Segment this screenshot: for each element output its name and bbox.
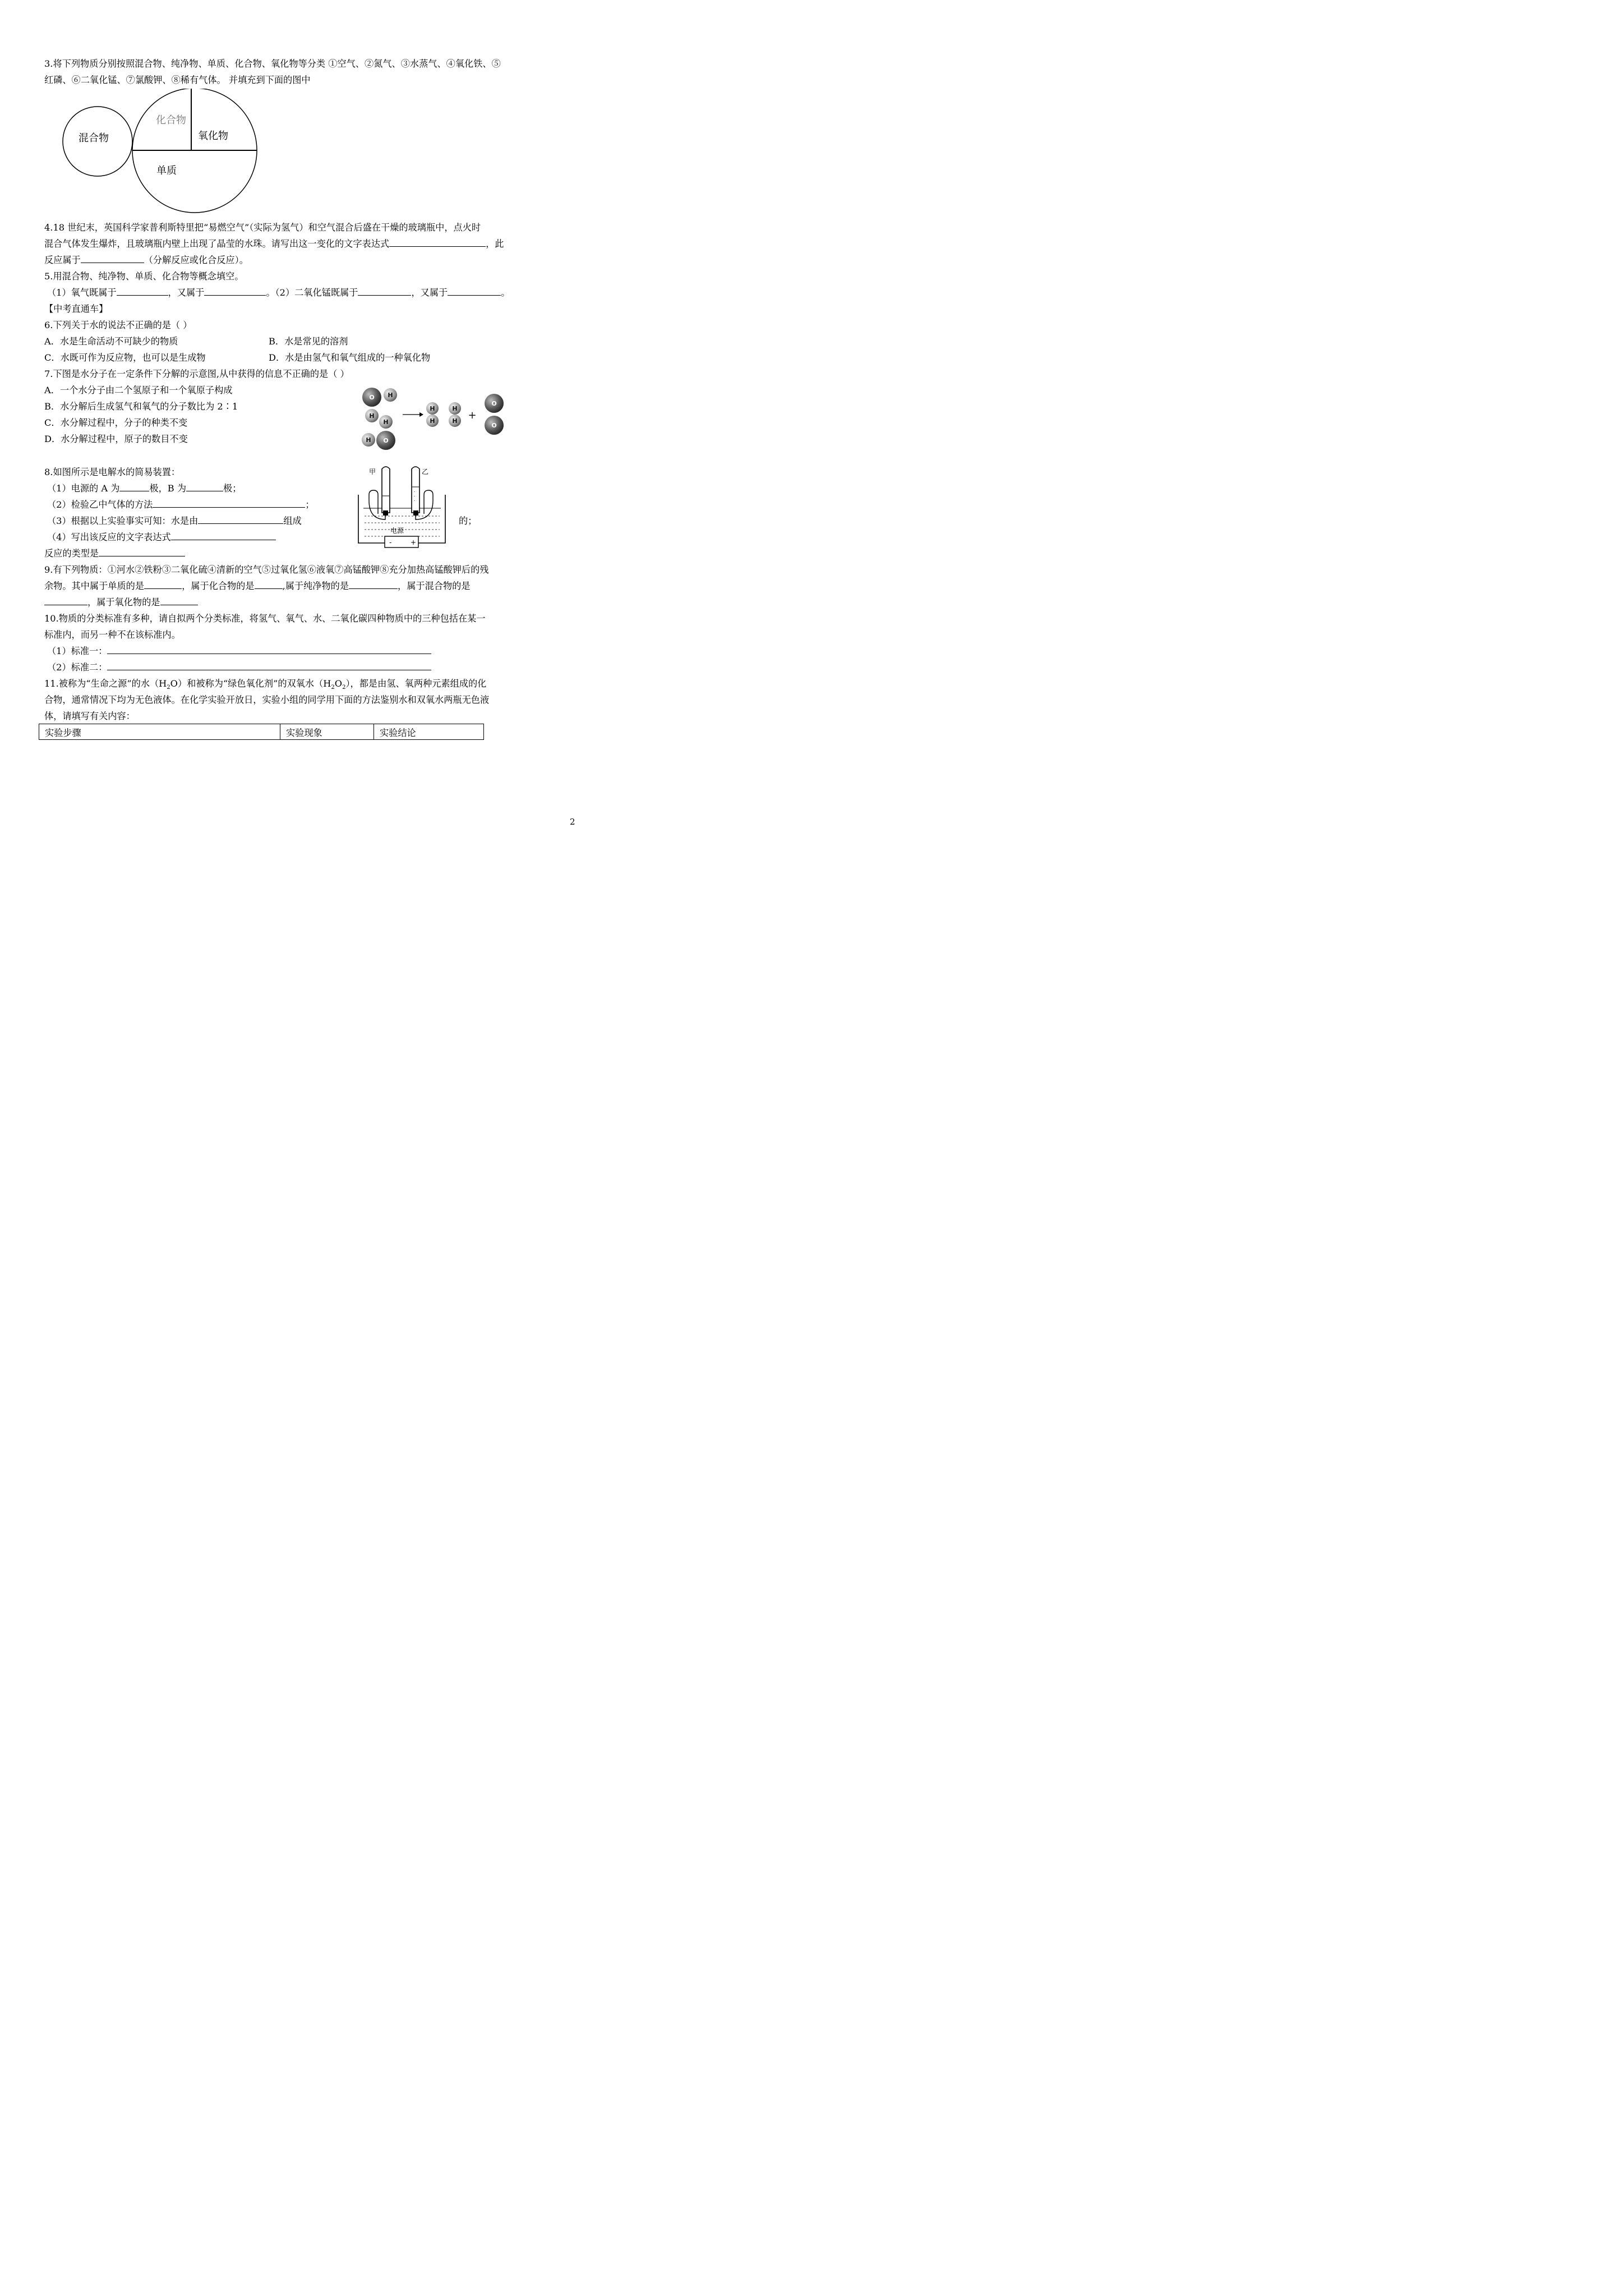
q7-option-a: A．一个水分子由二个氢原子和一个氧原子构成	[44, 385, 233, 395]
hydrogen-label: H	[383, 418, 389, 426]
water-trough	[358, 495, 445, 543]
q10-standard2: （2）标准二：	[47, 659, 431, 675]
q4-blank-equation[interactable]	[389, 236, 486, 247]
q10-blank-standard1[interactable]	[107, 643, 431, 654]
q8-blank-type[interactable]	[99, 546, 185, 556]
q10-line1: 10.物质的分类标准有多种，请自拟两个分类标准，将氢气、氧气、水、二氧化碳四种物质中的三种包括在某一	[44, 613, 486, 624]
experiment-table	[39, 724, 484, 740]
electrode-b	[413, 510, 418, 516]
water-decomposition-diagram	[358, 386, 509, 454]
q11-line2: 合物，通常情况下均为无色液体。在化学实验开放日，实验小组的同学用下面的方法鉴别水和双氧水两瓶无色液	[44, 694, 490, 705]
label-element: 单质	[156, 165, 177, 177]
q9-blank-oxide[interactable]	[160, 595, 198, 605]
q5-blank-3[interactable]	[358, 285, 411, 296]
svg-text:-: -	[414, 490, 416, 494]
hydrogen-label: H	[452, 405, 458, 412]
arrow-head	[419, 412, 423, 417]
q8-part3: （3）根据以上实验事实可知：水是由 组成	[47, 513, 302, 529]
q7-option-b: B．水分解后生成氢气和氧气的分子数比为 2∶1	[44, 401, 238, 412]
label-yi: 乙	[422, 468, 429, 476]
q3-line1: 3.将下列物质分别按照混合物、纯净物、单质、化合物、氧化物等分类 ①空气、②氮气、③水蒸气、④氧化铁、⑤	[44, 58, 501, 69]
q9-blank-pure[interactable]	[349, 578, 398, 589]
q7-option-c: C．水分解过程中，分子的种类不变	[44, 417, 188, 428]
q8-part5: 反应的类型是	[44, 545, 185, 562]
table-header-phenomenon: 实验现象	[280, 724, 374, 740]
q10-line2: 标准内，而另一种不在该标准内。	[44, 629, 181, 640]
q6-option-c: C．水既可作为反应物，也可以是生成物	[44, 352, 206, 363]
oxygen-label: O	[491, 422, 497, 429]
oxygen-label: O	[383, 437, 389, 444]
q4-blank-type[interactable]	[81, 252, 144, 263]
q6-option-b: B．水是常见的溶剂	[269, 336, 348, 347]
q8-blank-a[interactable]	[119, 481, 149, 491]
page-number: 2	[570, 817, 575, 827]
q5-part1: （1）氧气既属于 ，又属于 。（2）二氧化锰既属于 ，又属于 。	[47, 284, 510, 301]
q8-blank-b[interactable]	[186, 481, 223, 491]
q5-blank-4[interactable]	[448, 285, 501, 296]
q4-line2: 混合气体发生爆炸，且玻璃瓶内壁上出现了晶莹的水珠。请写出这一变化的文字表达式 ，此	[44, 236, 504, 252]
q9-line2: 余物。其中属于单质的是 ，属于化合物的是 ,属于纯净物的是 ，属于混合物的是	[44, 578, 471, 594]
svg-text:-: -	[414, 494, 416, 498]
q8-stem: 8.如图所示是电解水的简易装置：	[44, 467, 181, 477]
q5-blank-2[interactable]	[204, 285, 266, 296]
q4-line1: 4.18 世纪末，英国科学家普利斯特里把“易燃空气”（实际为氢气）和空气混合后盛在干燥的玻璃瓶中，点火时	[44, 222, 481, 233]
label-power: 电源	[390, 527, 404, 535]
q10-standard1: （1）标准一：	[47, 643, 431, 659]
label-jia: 甲	[369, 468, 376, 476]
q6-option-d: D．水是由氢气和氧气组成的一种氧化物	[269, 352, 431, 363]
q9-line1: 9.有下列物质：①河水②铁粉③二氧化硫④清新的空气⑤过氧化氢⑥液氧⑦高锰酸钾⑧充分加热高锰酸钾后的残	[44, 564, 489, 575]
electrode-a	[383, 510, 388, 516]
label-oxide: 氧化物	[198, 130, 228, 142]
power-minus: -	[389, 539, 392, 546]
table-header-row	[39, 724, 484, 740]
power-plus: +	[411, 539, 417, 546]
oxygen-label: O	[369, 394, 375, 401]
test-tube-yi	[412, 467, 419, 513]
q8-blank-method[interactable]	[153, 497, 305, 508]
q8-blank-equation[interactable]	[171, 530, 276, 540]
q6-stem: 6.下列关于水的说法不正确的是（ ）	[44, 320, 192, 330]
test-tube-jia	[382, 467, 390, 513]
plus-sign: +	[468, 409, 477, 421]
q8-blank-composition[interactable]	[198, 513, 283, 524]
q9-blank-compound[interactable]	[255, 578, 283, 589]
hydrogen-label: H	[366, 436, 371, 444]
label-mixture: 混合物	[79, 132, 109, 144]
q8-part2: （2）检验乙中气体的方法 ；	[47, 496, 315, 513]
q4-line3: 反应属于 （分解反应或化合反应）。	[44, 252, 248, 268]
svg-text:-: -	[414, 499, 416, 503]
q8-part4: （4）写出该反应的文字表达式	[47, 529, 276, 545]
q8-part1: （1）电源的 A 为 极，B 为 极；	[47, 480, 241, 496]
q9-blank-element[interactable]	[144, 578, 182, 589]
q5-line1: 5.用混合物、纯净物、单质、化合物等概念填空。	[44, 271, 244, 282]
q10-blank-standard2[interactable]	[107, 660, 431, 670]
hydrogen-label: H	[430, 417, 435, 425]
q11-line1: 11.被称为“生命之源”的水$(H_2O)$和被称为“绿色氧化剂”的双氧水$(H_2O_2)$，都是由氢、氧两种元素组成的化	[44, 678, 487, 691]
table-header-steps: 实验步骤	[39, 724, 280, 740]
q5-blank-1[interactable]	[117, 285, 168, 296]
hydrogen-label: H	[452, 417, 458, 425]
q9-line3: ，属于氧化物的是	[44, 594, 198, 610]
table-header-conclusion: 实验结论	[374, 724, 484, 740]
q3-line2: 红磷、⑥二氧化锰、⑦氯酸钾、⑧稀有气体。 并填充到下面的图中	[44, 75, 311, 85]
hydrogen-label: H	[369, 412, 375, 420]
classification-diagram	[56, 89, 264, 213]
q11-line3: 体，请填写有关内容：	[44, 711, 135, 721]
q8-part3-end: 的；	[459, 516, 477, 526]
hydrogen-label: H	[388, 392, 393, 399]
q9-blank-mixture[interactable]	[44, 595, 87, 605]
electrolysis-apparatus	[357, 463, 451, 561]
q7-stem: 7.下图是水分子在一定条件下分解的示意图,从中获得的信息不正确的是（ ）	[44, 369, 349, 379]
q6-option-a: A．水是生命活动不可缺少的物质	[44, 336, 178, 347]
section-title: 【中考直通车】	[44, 303, 108, 314]
q7-option-d: D．水分解过程中，原子的数目不变	[44, 434, 188, 444]
oxygen-label: O	[491, 400, 497, 407]
hydrogen-label: H	[430, 405, 435, 412]
label-compound: 化合物	[156, 114, 186, 126]
